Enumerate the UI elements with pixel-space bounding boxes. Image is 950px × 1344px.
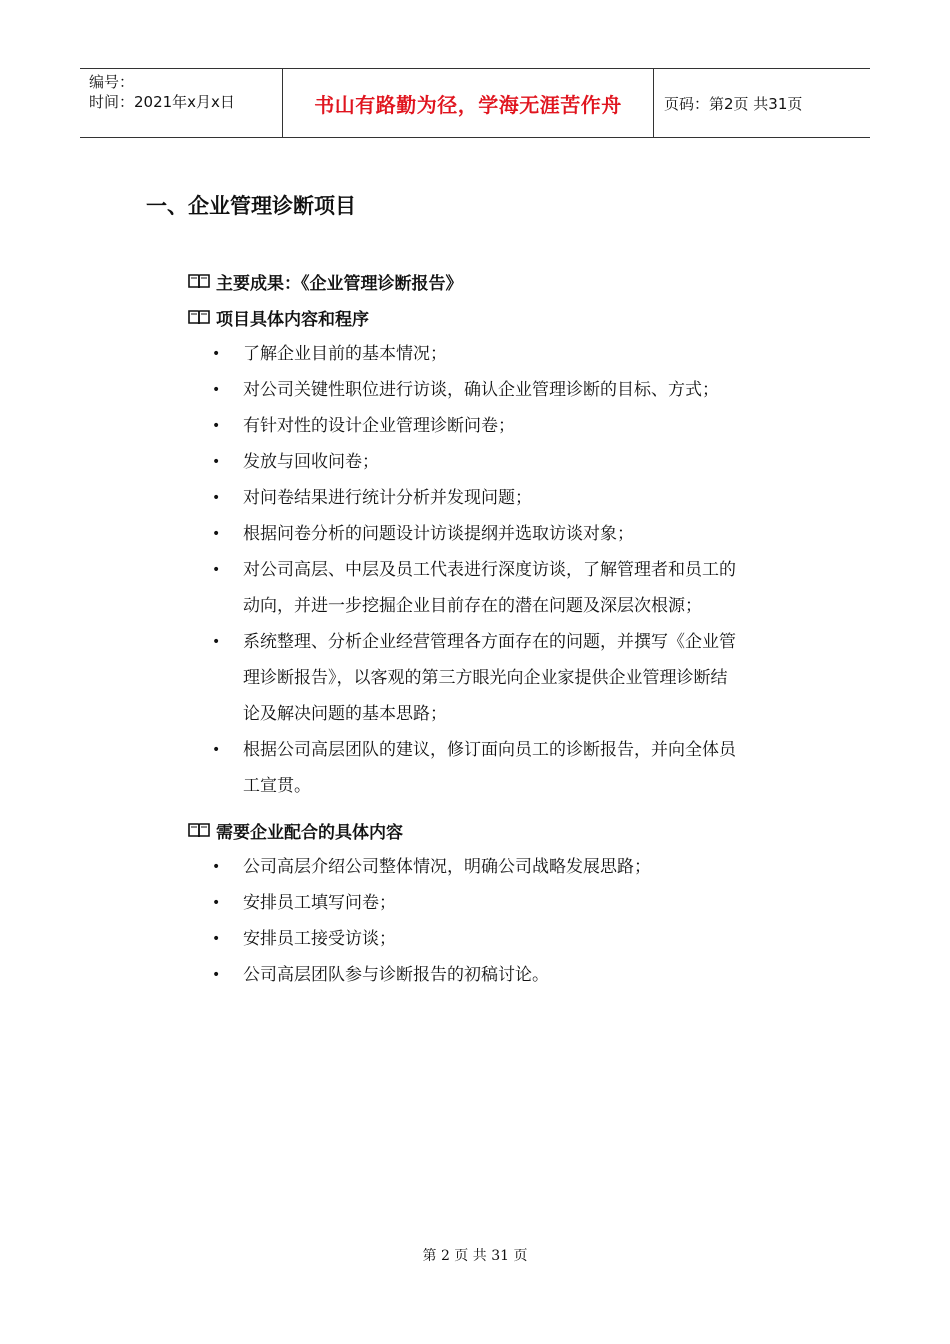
list-item (212, 408, 822, 444)
cooperation-item-text (243, 849, 805, 885)
cooperation-item-text (243, 957, 805, 993)
list-item (212, 444, 822, 480)
bullet-marker: • (212, 526, 221, 542)
bullet-marker: • (212, 634, 221, 650)
text-line: 工宣贯。 (243, 776, 311, 796)
project-item-text (243, 480, 805, 516)
list-item (212, 552, 822, 624)
text-line: 根据问卷分析的问题设计访谈提纲并选取访谈对象； (243, 524, 634, 544)
text-line: 对问卷结果进行统计分析并发现问题； (243, 488, 532, 508)
text-line: 动向，并进一步挖掘企业目前存在的潜在问题及深层次根源； (243, 596, 702, 616)
header-motto: 书山有路勤为径，学海无涯苦作舟 (282, 69, 654, 137)
bullet-marker: • (212, 931, 221, 947)
book-icon (188, 273, 210, 289)
subhead-main-result (188, 268, 463, 294)
list-item (212, 849, 822, 885)
project-item-text (243, 624, 805, 732)
text-line: 发放与回收问卷； (243, 452, 379, 472)
text-line: 了解企业目前的基本情况； (243, 344, 447, 364)
text-line: 安排员工填写问卷； (243, 893, 396, 913)
book-icon (188, 309, 210, 325)
subhead-cooperation-label: 需要企业配合的具体内容 (216, 822, 403, 843)
list-item (212, 624, 822, 732)
text-line: 有针对性的设计企业管理诊断问卷； (243, 416, 515, 436)
project-item-text (243, 516, 805, 552)
text-line: 对公司关键性职位进行访谈，确认企业管理诊断的目标、方式； (243, 380, 719, 400)
bullet-marker: • (212, 859, 221, 875)
list-item (212, 957, 822, 993)
text-line: 系统整理、分析企业经营管理各方面存在的问题，并撰写《企业管 (243, 632, 736, 652)
header-page-info: 页码：第2页 共31页 (664, 94, 803, 113)
bullet-marker: • (212, 742, 221, 758)
subhead-project-content-label: 项目具体内容和程序 (216, 309, 369, 330)
project-item-text (243, 336, 805, 372)
text-line: 公司高层团队参与诊断报告的初稿讨论。 (243, 965, 549, 985)
project-item-text (243, 372, 805, 408)
bullet-marker: • (212, 967, 221, 983)
page-footer: 第 2 页 共 31 页 (422, 1248, 528, 1264)
book-icon (188, 822, 210, 838)
document-header (80, 68, 870, 138)
bullet-marker: • (212, 490, 221, 506)
number-label: 编号： (89, 73, 135, 91)
list-item (212, 480, 822, 516)
list-item (212, 516, 822, 552)
bullet-marker: • (212, 382, 221, 398)
bullet-marker: • (212, 418, 221, 434)
section-title: 一、企业管理诊断项目 (146, 194, 356, 218)
bullet-marker: • (212, 895, 221, 911)
bullet-marker: • (212, 562, 221, 578)
subhead-project-content (188, 304, 369, 330)
list-item (212, 885, 822, 921)
subhead-main-result-label: 主要成果：《企业管理诊断报告》 (216, 273, 463, 294)
text-line: 根据公司高层团队的建议，修订面向员工的诊断报告，并向全体员 (243, 740, 736, 760)
cooperation-item-text (243, 885, 805, 921)
text-line: 对公司高层、中层及员工代表进行深度访谈，了解管理者和员工的 (243, 560, 736, 580)
list-item (212, 921, 822, 957)
list-item (212, 372, 822, 408)
text-line: 论及解决问题的基本思路； (243, 704, 447, 724)
cooperation-item-text (243, 921, 805, 957)
text-line: 安排员工接受访谈； (243, 929, 396, 949)
list-item (212, 336, 822, 372)
bullet-marker: • (212, 346, 221, 362)
project-item-text (243, 444, 805, 480)
header-meta (80, 69, 282, 137)
subhead-cooperation (188, 817, 403, 843)
project-item-text (243, 552, 805, 624)
project-item-text (243, 408, 805, 444)
bullet-marker: • (212, 454, 221, 470)
list-item (212, 732, 822, 804)
text-line: 公司高层介绍公司整体情况，明确公司战略发展思路； (243, 857, 651, 877)
text-line: 理诊断报告》，以客观的第三方眼光向企业家提供企业管理诊断结 (243, 668, 728, 688)
time-label: 时间：2021年x月x日 (89, 93, 235, 111)
project-item-text (243, 732, 805, 804)
